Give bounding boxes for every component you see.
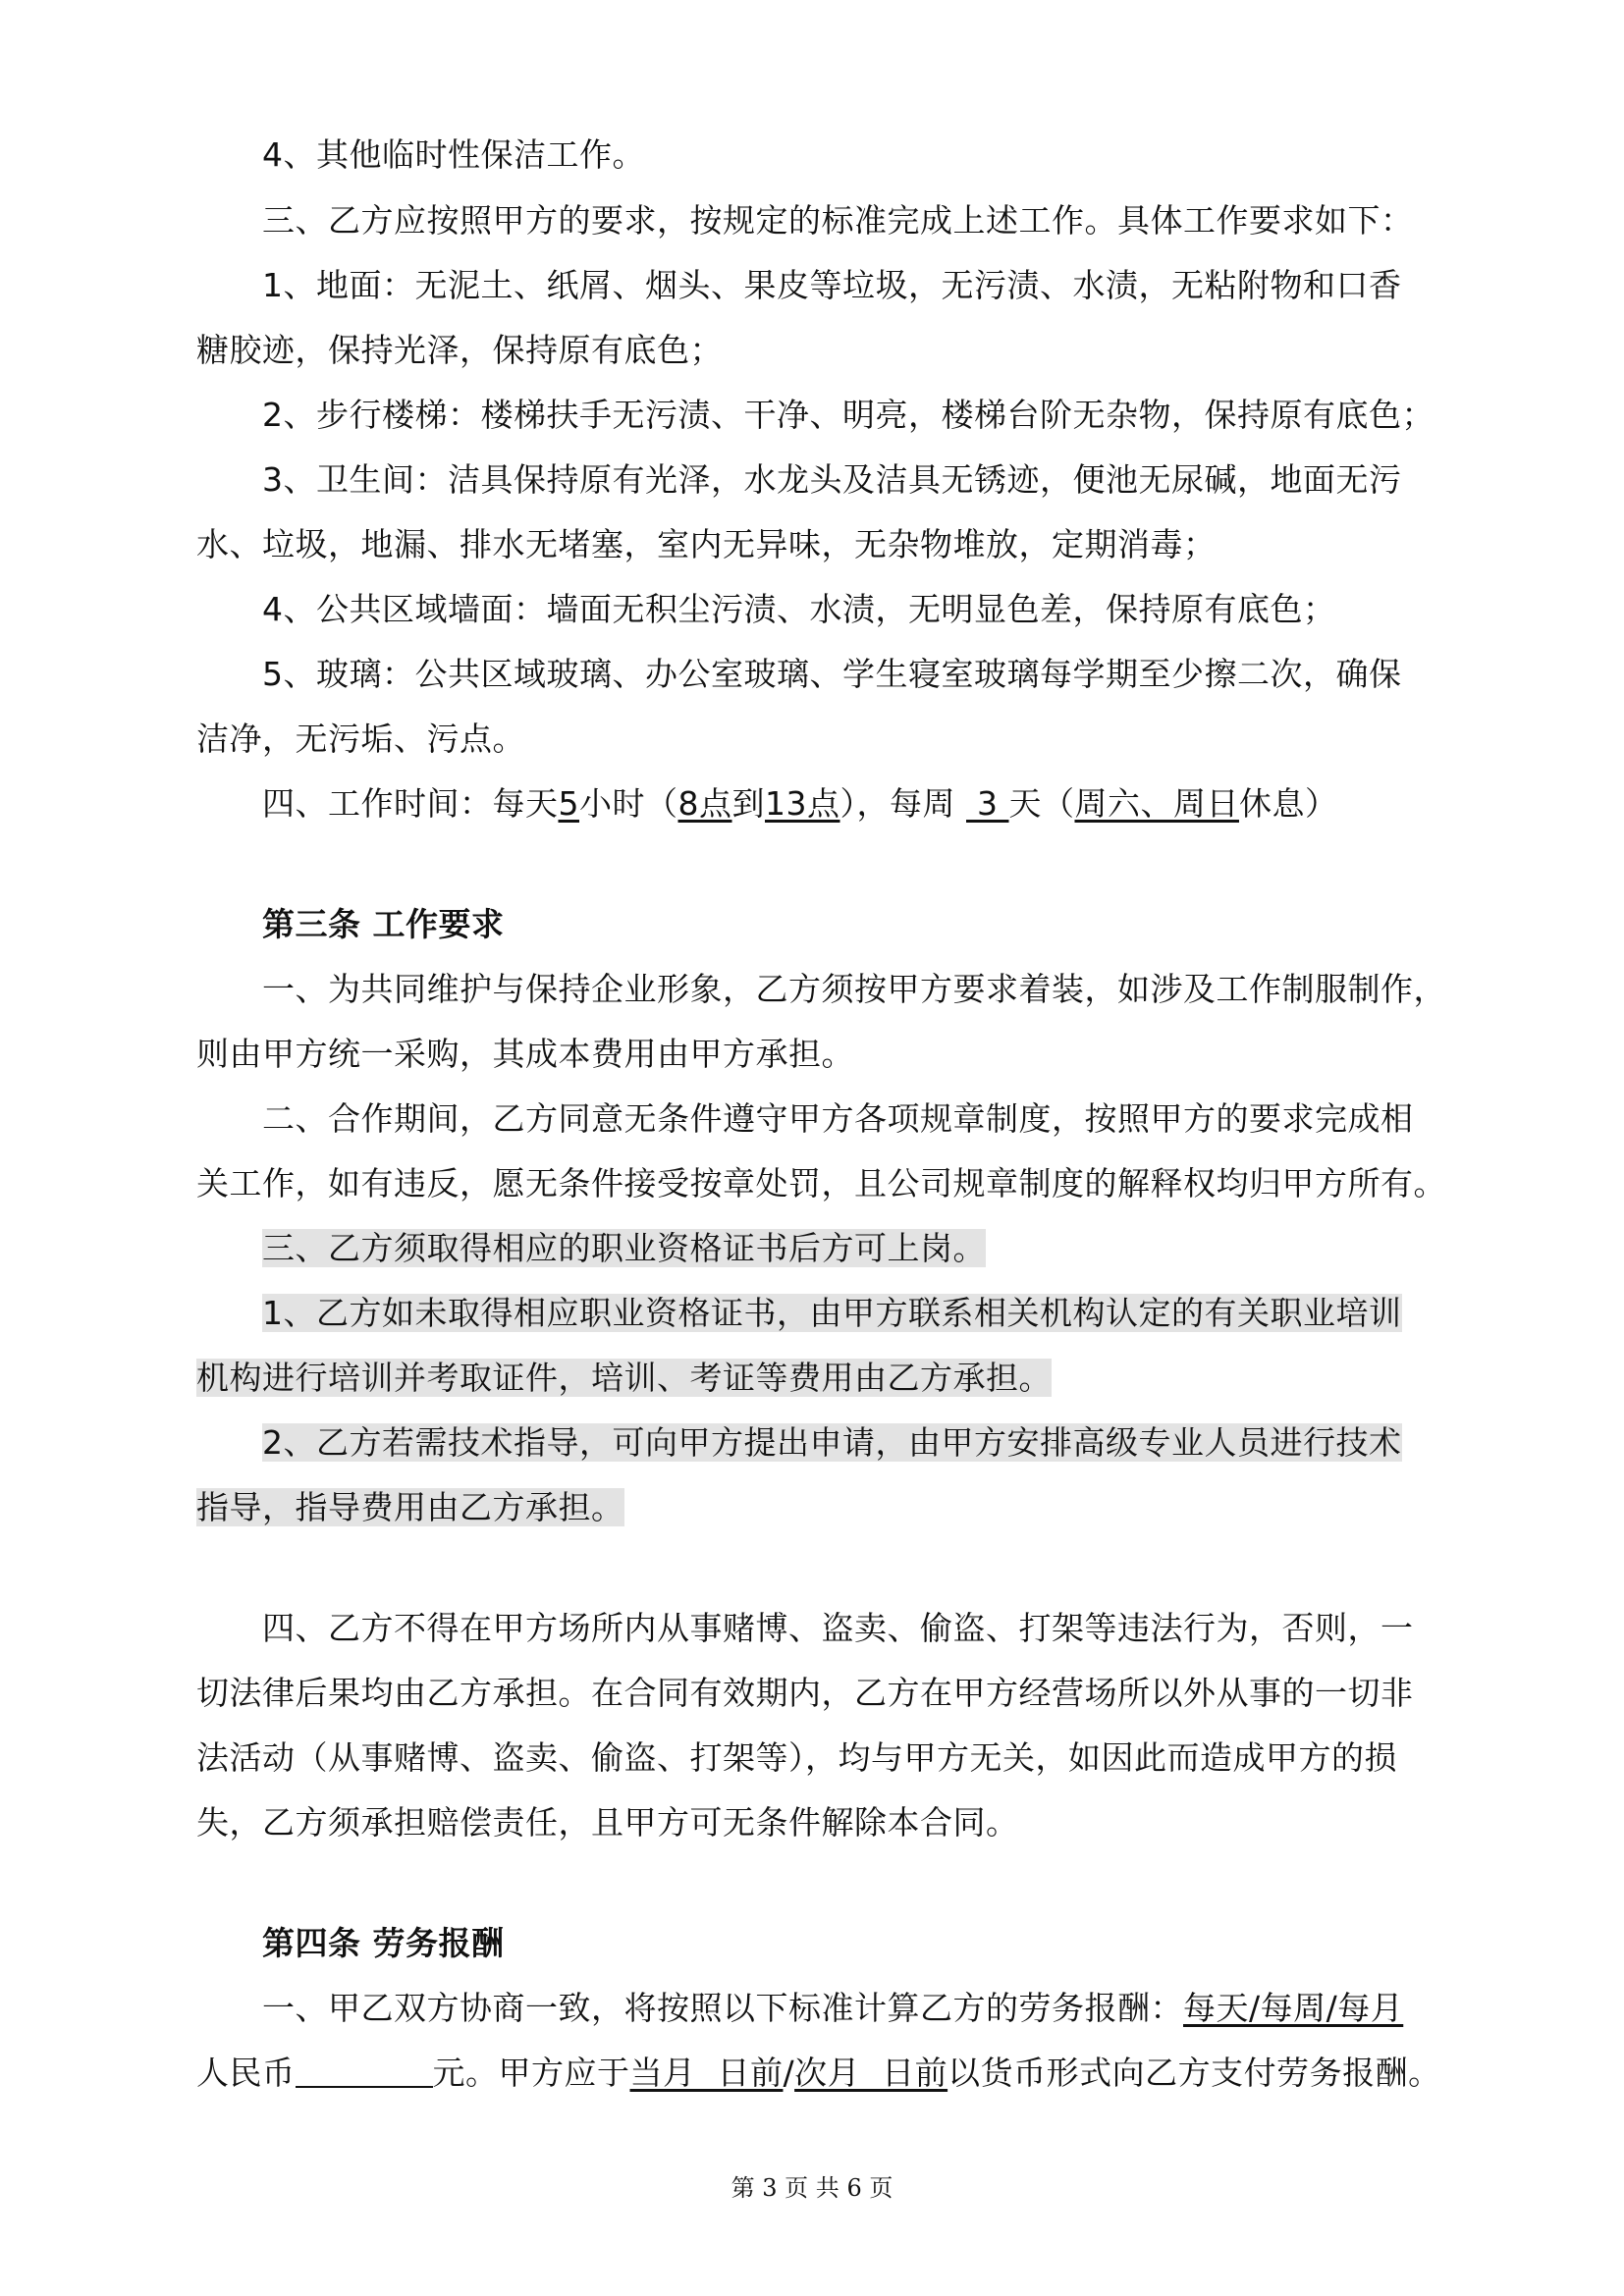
article4-p1-line1 — [262, 1987, 1403, 2030]
work-time-prefix: 四、工作时间：每天 — [262, 784, 559, 823]
article3-p1-line1: 一、为共同维护与保持企业形象，乙方须按甲方要求着装，如涉及工作制服制作， — [262, 970, 1446, 1008]
article3-p3-1-text1: 1、乙方如未取得相应职业资格证书，由甲方联系相关机构认定的有关职业培训 — [262, 1294, 1402, 1332]
article3-p3-2-line1 — [262, 1421, 1402, 1465]
article4-p1-prefix: 一、甲乙双方协商一致，将按照以下标准计算乙方的劳务报酬： — [262, 1989, 1183, 2027]
amount-blank — [296, 2056, 433, 2088]
work-hours-value: 5 — [558, 784, 579, 823]
work-days-unit: 天（ — [1008, 784, 1075, 823]
work-days-value: 3 — [966, 784, 1009, 823]
article4-title: 第四条 劳务报酬 — [262, 1924, 505, 1962]
article3-p3-1-line1 — [262, 1292, 1402, 1335]
requirement-glass-line1: 5、玻璃：公共区域玻璃、办公室玻璃、学生寝室玻璃每学期至少擦二次，确保 — [262, 655, 1402, 693]
work-start-time: 8点 — [677, 784, 732, 823]
work-time-mid: ），每周 — [839, 784, 966, 823]
article3-p4-line4: 失，乙方须承担赔偿责任，且甲方可无条件解除本合同。 — [196, 1803, 1019, 1842]
article3-p3-2-text1: 2、乙方若需技术指导，可向甲方提出申请，由甲方安排高级专业人员进行技术 — [262, 1423, 1402, 1462]
article3-p3-text: 三、乙方须取得相应的职业资格证书后方可上岗。 — [262, 1229, 986, 1267]
work-hours-unit: 小时（ — [579, 784, 678, 823]
currency-label: 人民币 — [196, 2054, 296, 2092]
pay-period-options: 每天/每周/每月 — [1183, 1989, 1404, 2027]
article3-title: 第三条 工作要求 — [262, 905, 505, 943]
article3-p2-line1: 二、合作期间，乙方同意无条件遵守甲方各项规章制度，按照甲方的要求完成相 — [262, 1099, 1414, 1138]
pay-date-slash: / — [783, 2054, 795, 2092]
article3-p4-line1: 四、乙方不得在甲方场所内从事赌博、盗卖、偷盗、打架等违法行为，否则，一 — [262, 1609, 1414, 1647]
work-time-to: 到 — [731, 784, 765, 823]
requirement-glass-line2: 洁净，无污垢、污点。 — [196, 720, 525, 758]
rest-days: 周六、周日 — [1074, 784, 1239, 823]
article3-p3-1-text2: 机构进行培训并考取证件，培训、考证等费用由乙方承担。 — [196, 1359, 1052, 1397]
amount-unit: 元。甲方应于 — [432, 2054, 630, 2092]
page-number-footer: 第 3 页 共 6 页 — [731, 2174, 893, 2202]
requirement-stairs: 2、步行楼梯：楼梯扶手无污渍、干净、明亮，楼梯台阶无杂物，保持原有底色； — [262, 396, 1435, 434]
work-end-time: 13点 — [765, 784, 840, 823]
article3-p3 — [262, 1227, 986, 1270]
requirement-walls: 4、公共区域墙面：墙面无积尘污渍、水渍，无明显色差，保持原有底色； — [262, 590, 1336, 628]
article3-p2-line2: 关工作，如有违反，愿无条件接受按章处罚，且公司规章制度的解释权均归甲方所有。 — [196, 1164, 1446, 1202]
article4-p1-suffix: 以货币形式向乙方支付劳务报酬。 — [947, 2054, 1441, 2092]
article3-p1-line2: 则由甲方统一采购，其成本费用由甲方承担。 — [196, 1035, 854, 1073]
article3-p3-1-line2 — [196, 1357, 1052, 1400]
requirement-floor-line1: 1、地面：无泥土、纸屑、烟头、果皮等垃圾，无污渍、水渍，无粘附物和口香 — [262, 266, 1402, 304]
article4-p1-line2 — [196, 2052, 1441, 2095]
pay-date-option-next: 次月 日前 — [794, 2054, 948, 2092]
article3-p4-line2: 切法律后果均由乙方承担。在合同有效期内，乙方在甲方经营场所以外从事的一切非 — [196, 1674, 1414, 1712]
article2-section3-intro: 三、乙方应按照甲方的要求，按规定的标准完成上述工作。具体工作要求如下： — [262, 201, 1414, 240]
article3-p3-2-text2: 指导，指导费用由乙方承担。 — [196, 1488, 624, 1526]
article3-p3-2-line2 — [196, 1486, 624, 1529]
work-time-suffix: 休息） — [1238, 784, 1338, 823]
requirement-restroom-line1: 3、卫生间：洁具保持原有光泽，水龙头及洁具无锈迹，便池无尿碱，地面无污 — [262, 460, 1402, 499]
requirement-floor-line2: 糖胶迹，保持光泽，保持原有底色； — [196, 331, 723, 369]
pay-date-option-current: 当月 日前 — [629, 2054, 784, 2092]
article3-p4-line3: 法活动（从事赌博、盗卖、偷盗、打架等），均与甲方无关，如因此而造成甲方的损 — [196, 1738, 1397, 1777]
article2-item4: 4、其他临时性保洁工作。 — [262, 135, 645, 174]
work-time-line — [262, 782, 1337, 826]
requirement-restroom-line2: 水、垃圾，地漏、排水无堵塞，室内无异味，无杂物堆放，定期消毒； — [196, 525, 1217, 563]
